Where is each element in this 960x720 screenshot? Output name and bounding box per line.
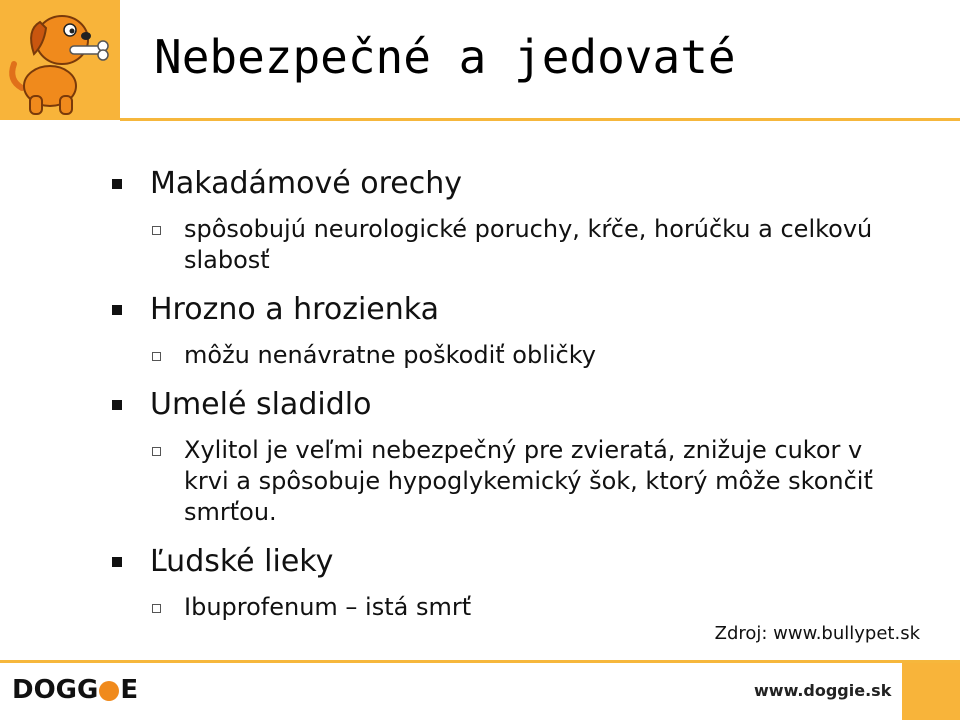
bullet-text: Umelé sladidlo <box>150 387 372 422</box>
bullet-text: Hrozno a hrozienka <box>150 292 439 327</box>
square-bullet-icon <box>112 305 122 315</box>
bullet-item <box>112 544 912 580</box>
dog-head-icon <box>99 681 119 701</box>
bullet-text: Ľudské lieky <box>150 544 334 579</box>
bullet-item <box>112 166 912 202</box>
bullet-text: Makadámové orechy <box>150 166 462 201</box>
brand-suffix: E <box>120 675 139 705</box>
website-link[interactable]: www.doggie.sk <box>754 681 892 700</box>
sub-bullet-text: Xylitol je veľmi nebezpečný pre zvieratá, znižuje cukor v krvi a spôsobuje hypoglykemický šok, ktorý môže skončiť smrťou. <box>184 436 873 526</box>
sub-bullet-item <box>112 435 912 528</box>
hollow-square-bullet-icon <box>152 352 161 361</box>
header-logo-box <box>0 0 120 120</box>
sub-bullet-item <box>112 592 912 623</box>
sub-bullet-text: spôsobujú neurologické poruchy, kŕče, horúčku a celkovú slabosť <box>184 215 873 274</box>
brand-prefix: DOGG <box>12 675 99 705</box>
hollow-square-bullet-icon <box>152 447 161 456</box>
square-bullet-icon <box>112 557 122 567</box>
hollow-square-bullet-icon <box>152 604 161 613</box>
sub-bullet-text: môžu nenávratne poškodiť obličky <box>184 341 596 369</box>
bullet-item <box>112 387 912 423</box>
source-note: Zdroj: www.bullypet.sk <box>714 623 920 644</box>
square-bullet-icon <box>112 179 122 189</box>
slide-title: Nebezpečné a jedovaté <box>154 30 736 84</box>
hollow-square-bullet-icon <box>152 226 161 235</box>
sub-bullet-text: Ibuprofenum – istá smrť <box>184 593 472 621</box>
bullet-item <box>112 292 912 328</box>
footer-accent-box <box>902 663 960 720</box>
bullet-list <box>112 166 912 639</box>
footer-divider <box>0 660 960 663</box>
header-divider <box>120 118 960 121</box>
sub-bullet-item <box>112 340 912 371</box>
brand-logo <box>12 675 138 705</box>
sub-bullet-item <box>112 214 912 276</box>
square-bullet-icon <box>112 400 122 410</box>
dog-with-bone-icon <box>0 0 120 120</box>
